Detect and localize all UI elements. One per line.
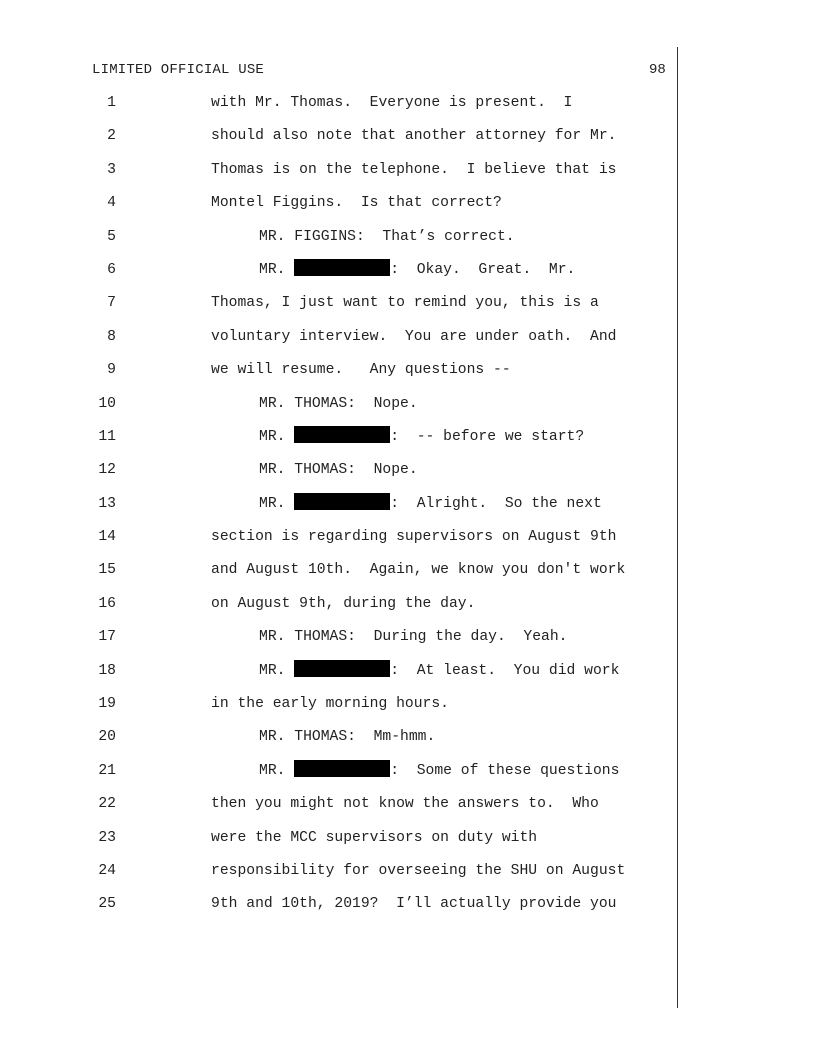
transcript-line <box>0 755 677 788</box>
line-content: 9th and 10th, 2019? I’ll actually provide you <box>211 896 617 913</box>
transcript-line <box>0 388 677 421</box>
transcript-line <box>0 554 677 587</box>
line-number: 4 <box>107 195 116 212</box>
line-content: : Alright. So the next <box>390 495 602 512</box>
line-text <box>259 388 418 421</box>
transcript-line <box>0 621 677 654</box>
speaker-prefix: MR. <box>259 762 295 779</box>
redaction-box <box>294 426 390 443</box>
line-content: voluntary interview. You are under oath. And <box>211 328 617 345</box>
speaker-prefix: MR. <box>259 662 295 679</box>
line-content: MR. FIGGINS: That’s correct. <box>259 228 515 245</box>
line-text <box>259 254 575 287</box>
line-content: MR. THOMAS: Mm-hmm. <box>259 729 436 746</box>
transcript-line <box>0 521 677 554</box>
line-content: Thomas is on the telephone. I believe that is <box>211 161 617 178</box>
header-classification: LIMITED OFFICIAL USE <box>92 62 265 78</box>
line-number: 19 <box>98 696 116 713</box>
line-number: 11 <box>98 428 116 445</box>
line-text <box>211 354 511 387</box>
line-number: 1 <box>107 95 116 111</box>
transcript-line <box>0 120 677 153</box>
line-text <box>211 87 572 120</box>
speaker-prefix: MR. <box>259 261 295 278</box>
line-text <box>211 187 502 220</box>
line-number: 16 <box>98 595 116 612</box>
line-number: 18 <box>98 662 116 679</box>
line-number: 21 <box>98 762 116 779</box>
line-content: Thomas, I just want to remind you, this is a <box>211 295 599 312</box>
line-content: with Mr. Thomas. Everyone is present. I <box>211 95 573 111</box>
transcript-line <box>0 888 677 921</box>
line-content: : Some of these questions <box>390 762 620 779</box>
line-content: then you might not know the answers to. Who <box>211 796 599 813</box>
transcript-line <box>0 221 677 254</box>
line-content: were the MCC supervisors on duty with <box>211 829 538 846</box>
line-content: should also note that another attorney for Mr. <box>211 128 617 145</box>
line-number: 9 <box>107 362 116 379</box>
line-content: we will resume. Any questions -- <box>211 362 511 379</box>
transcript-line <box>0 187 677 220</box>
line-number: 25 <box>98 896 116 913</box>
transcript-line <box>0 354 677 387</box>
transcript-body <box>0 87 677 922</box>
line-text <box>211 822 537 855</box>
transcript-line <box>0 855 677 888</box>
line-text <box>259 655 619 688</box>
line-number: 14 <box>98 529 116 546</box>
transcript-line <box>0 421 677 454</box>
line-text <box>211 554 625 587</box>
line-content: : At least. You did work <box>390 662 620 679</box>
line-text <box>211 120 616 153</box>
line-number: 5 <box>107 228 116 245</box>
line-number: 2 <box>107 128 116 145</box>
line-content: on August 9th, during the day. <box>211 595 476 612</box>
speaker-prefix: MR. <box>259 428 295 445</box>
redaction-box <box>294 259 390 276</box>
line-text <box>211 287 599 320</box>
transcript-line <box>0 588 677 621</box>
line-content: Montel Figgins. Is that correct? <box>211 195 502 212</box>
transcript-line <box>0 822 677 855</box>
line-number: 12 <box>98 462 116 479</box>
line-content: in the early morning hours. <box>211 696 449 713</box>
line-content: : Okay. Great. Mr. <box>390 261 576 278</box>
transcript-line <box>0 788 677 821</box>
line-text <box>259 721 435 754</box>
transcript-line <box>0 488 677 521</box>
transcript-line <box>0 254 677 287</box>
line-text <box>259 488 602 521</box>
line-number: 24 <box>98 862 116 879</box>
line-number: 13 <box>98 495 116 512</box>
line-content: MR. THOMAS: During the day. Yeah. <box>259 629 568 646</box>
line-number: 17 <box>98 629 116 646</box>
transcript-line <box>0 688 677 721</box>
line-text <box>211 788 599 821</box>
right-margin-rule <box>677 47 678 1008</box>
line-text <box>211 588 475 621</box>
transcript-line <box>0 87 677 120</box>
line-content: : -- before we start? <box>390 428 585 445</box>
line-text <box>211 888 616 921</box>
line-content: and August 10th. Again, we know you don't work <box>211 562 626 579</box>
line-number: 6 <box>107 261 116 278</box>
line-text <box>211 321 616 354</box>
redaction-box <box>294 660 390 677</box>
line-text <box>211 855 625 888</box>
line-number: 20 <box>98 729 116 746</box>
line-text <box>259 621 568 654</box>
redaction-box <box>294 493 390 510</box>
line-number: 23 <box>98 829 116 846</box>
line-content: section is regarding supervisors on August 9th <box>211 529 617 546</box>
line-content: MR. THOMAS: Nope. <box>259 462 418 479</box>
line-text <box>259 755 619 788</box>
line-content: responsibility for overseeing the SHU on August <box>211 862 626 879</box>
speaker-prefix: MR. <box>259 495 295 512</box>
line-number: 8 <box>107 328 116 345</box>
line-number: 22 <box>98 796 116 813</box>
line-text <box>211 154 616 187</box>
line-number: 3 <box>107 161 116 178</box>
line-number: 15 <box>98 562 116 579</box>
redaction-box <box>294 760 390 777</box>
line-text <box>259 221 515 254</box>
page-number: 98 <box>649 62 666 78</box>
transcript-line <box>0 287 677 320</box>
transcript-line <box>0 321 677 354</box>
line-text <box>259 421 584 454</box>
line-text <box>211 521 616 554</box>
line-text <box>259 454 418 487</box>
line-text <box>211 688 449 721</box>
transcript-line <box>0 655 677 688</box>
line-content: MR. THOMAS: Nope. <box>259 395 418 412</box>
line-number: 7 <box>107 295 116 312</box>
transcript-line <box>0 154 677 187</box>
transcript-line <box>0 721 677 754</box>
transcript-line <box>0 454 677 487</box>
line-number: 10 <box>98 395 116 412</box>
